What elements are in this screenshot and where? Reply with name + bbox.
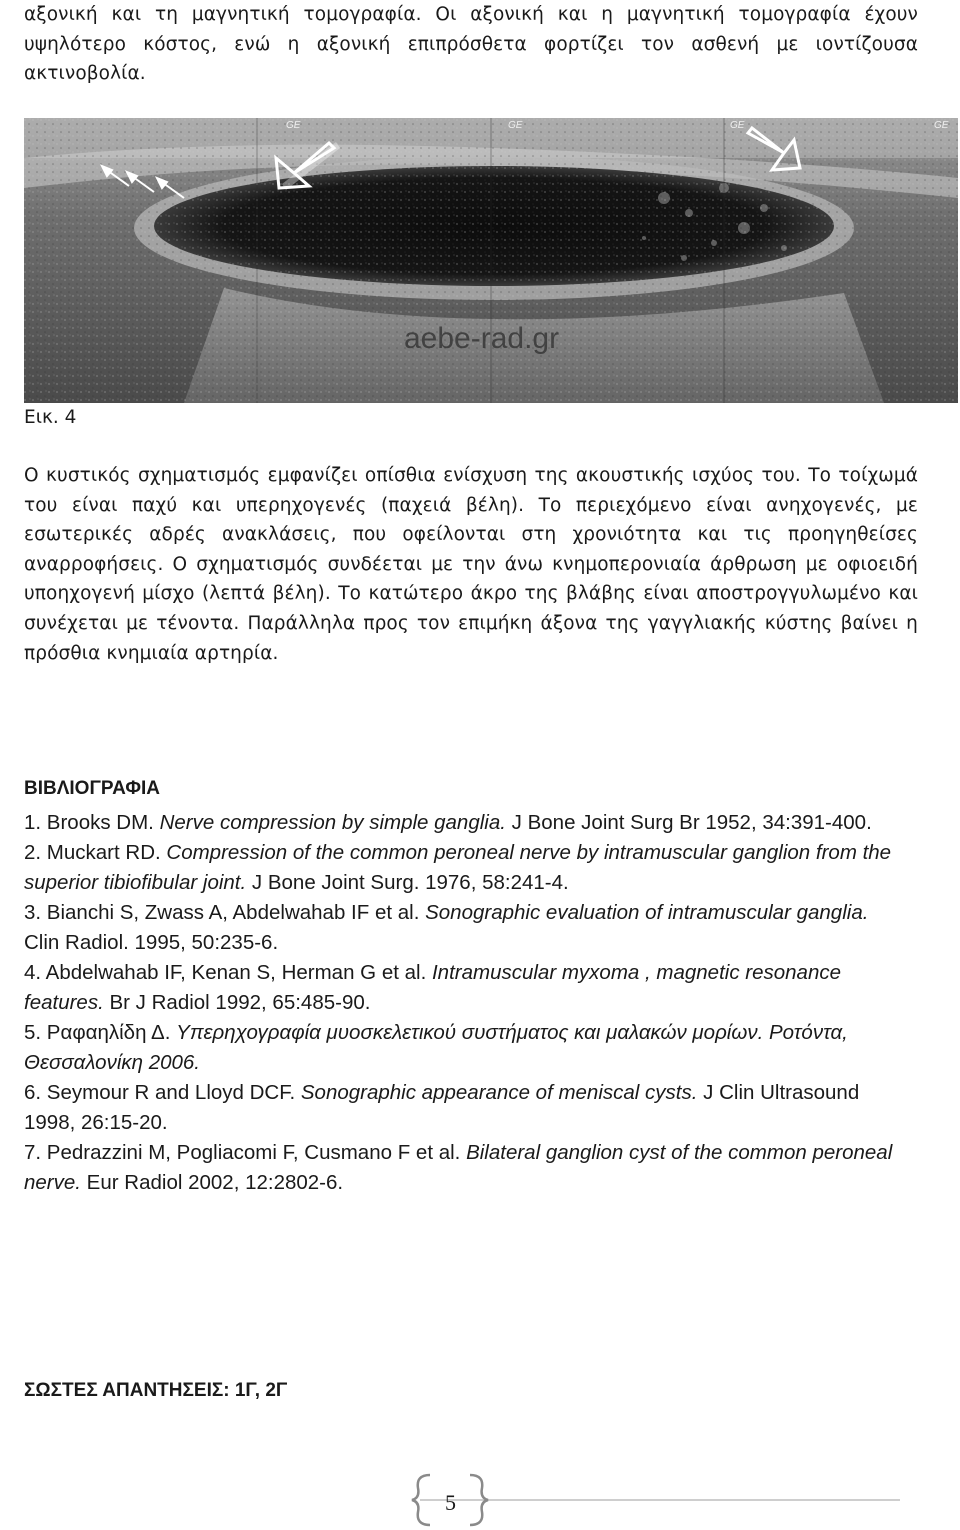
reference-item: 1. Brooks DM. Nerve compression by simple ganglia. J Bone Joint Surg Br 1952, 34:391-400. <box>24 811 872 834</box>
page-footer-decoration <box>400 1470 920 1530</box>
correct-answers: ΣΩΣΤΕΣ ΑΠΑΝΤΗΣΕΙΣ: 1Γ, 2Γ <box>24 1380 288 1401</box>
ultrasound-figure <box>24 118 958 403</box>
bibliography-title: ΒΙΒΛΙΟΓΡΑΦΙΑ <box>24 778 160 799</box>
scanner-mark: GE <box>934 120 949 131</box>
reference-item: 4. Abdelwahab IF, Kenan S, Herman G et al. Intramuscular myxoma , magnetic resonance features. Br J Radiol 1992, 65:485-90. <box>24 961 841 1014</box>
intro-paragraph: αξονική και τη μαγνητική τομογραφία. Οι αξονική και η μαγνητική τομογραφία έχουν υψηλότερο κόστος, ενώ η αξονική επιπρόσθετα φορτίζει τον ασθενή με ιοντίζουσα ακτινοβολία. <box>24 4 918 85</box>
reference-item: 2. Muckart RD. Compression of the common peroneal nerve by intramuscular ganglion from the superior tibiofibular joint. J Bone Joint Surg. 1976, 58:241-4. <box>24 841 892 894</box>
reference-item: 5. Ραφαηλίδη Δ. Υπερηχογραφία μυοσκελετικού συστήματος και μαλακών μορίων. Ροτόντα, Θεσσαλονίκη 2006. <box>24 1021 848 1074</box>
ultrasound-image <box>24 118 958 403</box>
watermark: aebe-rad.gr <box>404 322 560 355</box>
figure-caption: Ο κυστικός σχηματισμός εμφανίζει οπίσθια ενίσχυση της ακουστικής ισχύος του. Το τοίχωμά του είναι παχύ και υπερηχογενές (παχειά βέλη). Το περιεχόμενο είναι ανηχογενές, με εσωτερικές αδρές ανακλάσεις, που οφείλονται στη χρονιότητα και τις προηγηθείσες αναρροφήσεις. Ο σχηματισμός συνδέεται με την άνω κνημοπερονιαία άρθρωση με οφιοειδή υποηχογενή μίσχο (λεπτά βέλη). Το κατώτερο άκρο της βλάβης είναι αποστρογγυλωμένο και συνέχεται με τένοντα. Παράλληλα προς τον επιμήκη άξονα της γαγγλιακής κύστης βαίνει η πρόσθια κνημιαία αρτηρία. <box>24 465 918 664</box>
reference-item: 7. Pedrazzini M, Pogliacomi F, Cusmano F et al. Bilateral ganglion cyst of the common peroneal nerve. Eur Radiol 2002, 12:2802-6. <box>24 1141 893 1194</box>
reference-item: 6. Seymour R and Lloyd DCF. Sonographic appearance of meniscal cysts. J Clin Ultrasound 1998, 26:15-20. <box>24 1081 860 1134</box>
page-number: 5 <box>445 1490 456 1515</box>
scanner-mark: GE <box>286 120 301 131</box>
reference-item: 3. Bianchi S, Zwass A, Abdelwahab IF et al. Sonographic evaluation of intramuscular ganglia. Clin Radiol. 1995, 50:235-6. <box>24 901 869 954</box>
scanner-mark: GE <box>508 120 523 131</box>
reference-list <box>24 808 904 1198</box>
figure-label: Εικ. 4 <box>24 407 77 428</box>
scanner-mark: GE <box>730 120 745 131</box>
